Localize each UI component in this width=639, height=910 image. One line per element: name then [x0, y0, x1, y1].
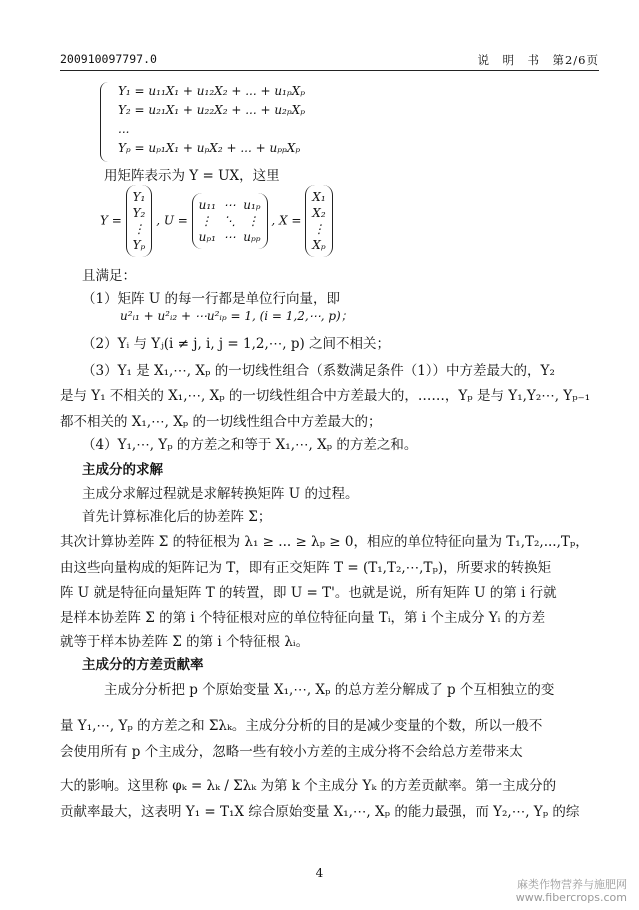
text-line: 由这些向量构成的矩阵记为 T，即有正交矩阵 T = (T₁,T₂,⋯,Tₚ)，所要求的转换矩: [60, 560, 552, 576]
watermark: [516, 878, 627, 904]
watermark-line: 麻类作物营养与施肥网: [517, 878, 627, 891]
text-line: 用矩阵表示为 Y = UX，这里: [104, 168, 280, 184]
text-line: 贡献率最大，这表明 Y₁ = T₁X 综合原始变量 X₁,⋯, Xₚ 的能力最强，而 Y₂,⋯, Yₚ 的综: [60, 804, 580, 820]
text-line: （4）Y₁,⋯, Yₚ 的方差之和等于 X₁,⋯, Xₚ 的方差之和。: [82, 437, 418, 453]
section-title: 主成分的方差贡献率: [82, 657, 204, 673]
left-brace: [100, 82, 111, 162]
doc-number: 200910097797.0: [60, 52, 157, 66]
equation-line: Y₁ = u₁₁X₁ + u₁₂X₂ + ... + u₁ₚXₚ: [118, 84, 305, 98]
doc-title-page: 说 明 书 第2/6页: [477, 53, 599, 67]
matrix-x: X₁ X₂ ⋮ Xₚ: [305, 185, 332, 257]
section-title: 主成分的求解: [82, 462, 163, 478]
text-line: 主成分分析把 p 个原始变量 X₁,⋯, Xₚ 的总方差分解成了 p 个互相独立的变: [104, 682, 555, 698]
text-line: 会使用所有 p 个主成分，忽略一些有较小方差的主成分将不会给总方差带来太: [60, 744, 523, 760]
matrix-definitions: Y = Y₁ Y₂ ⋮ Yₚ , U = u₁₁ ⋯ u₁ₚ ⋮ ⋱ ⋮ uₚ₁ ⋯ uₚₚ , X = X₁ X₂ ⋮ Xₚ: [100, 185, 333, 257]
text-line: 是样本协差阵 Σ 的第 i 个特征根对应的单位特征向量 Tᵢ，第 i 个主成分 Yᵢ 的方差: [60, 610, 546, 626]
text-line: 大的影响。这里称 φₖ = λₖ / Σλₖ 为第 k 个主成分 Yₖ 的方差贡献率。第一主成分的: [60, 778, 557, 794]
equation-line: Y₂ = u₂₁X₁ + u₂₂X₂ + ... + u₂ₚXₚ: [118, 103, 305, 117]
page-header: [60, 50, 599, 71]
text-line: 就等于样本协差阵 Σ 的第 i 个特征根 λᵢ。: [60, 634, 310, 650]
equation-line: Yₚ = uₚ₁X₁ + uₚX₂ + ... + uₚₚXₚ: [118, 141, 301, 155]
text-line: 且满足：: [82, 268, 136, 284]
matrix-u: u₁₁ ⋯ u₁ₚ ⋮ ⋱ ⋮ uₚ₁ ⋯ uₚₚ: [192, 193, 268, 249]
text-line: 量 Y₁,⋯, Yₚ 的方差之和 Σλₖ。主成分分析的目的是减少变量的个数，所以一般不: [60, 718, 543, 734]
watermark-url: www.fibercrops.com: [515, 891, 627, 904]
matrix-y: Y₁ Y₂ ⋮ Yₚ: [126, 185, 153, 257]
text-line: 主成分求解过程就是求解转换矩阵 U 的过程。: [82, 486, 359, 502]
text-line: 都不相关的 X₁,⋯, Xₚ 的一切线性组合中方差最大的；: [60, 414, 382, 430]
equation-line: ...: [118, 122, 130, 136]
formula-line: u²ᵢ₁ + u²ᵢ₂ + ⋯u²ᵢₚ = 1, (i = 1,2,⋯, p)；: [120, 309, 353, 323]
text-line: 首先计算标准化后的协差阵 Σ；: [82, 509, 272, 525]
text-line: 其次计算协差阵 Σ 的特征根为 λ₁ ≥ ... ≥ λₚ ≥ 0，相应的单位特征向量为 T₁,T₂,...,Tₚ，: [60, 534, 589, 550]
text-line: （3）Y₁ 是 X₁,⋯, Xₚ 的一切线性组合（系数满足条件（1））中方差最大的，Y₂: [82, 363, 555, 379]
equation-system: [100, 82, 305, 158]
text-line: （1）矩阵 U 的每一行都是单位行向量，即: [82, 291, 341, 307]
page-number: 4: [315, 866, 324, 880]
text-line: （2）Yᵢ 与 Yⱼ(i ≠ j, i, j = 1,2,⋯, p) 之间不相关；: [82, 336, 391, 352]
text-line: 是与 Y₁ 不相关的 X₁,⋯, Xₚ 的一切线性组合中方差最大的，……，Yₚ 是与 Y₁,Y₂⋯, Yₚ₋₁: [60, 388, 591, 404]
text-line: 阵 U 就是特征向量矩阵 T 的转置，即 U = T'。也就是说，所有矩阵 U 的第 i 行就: [60, 585, 557, 601]
